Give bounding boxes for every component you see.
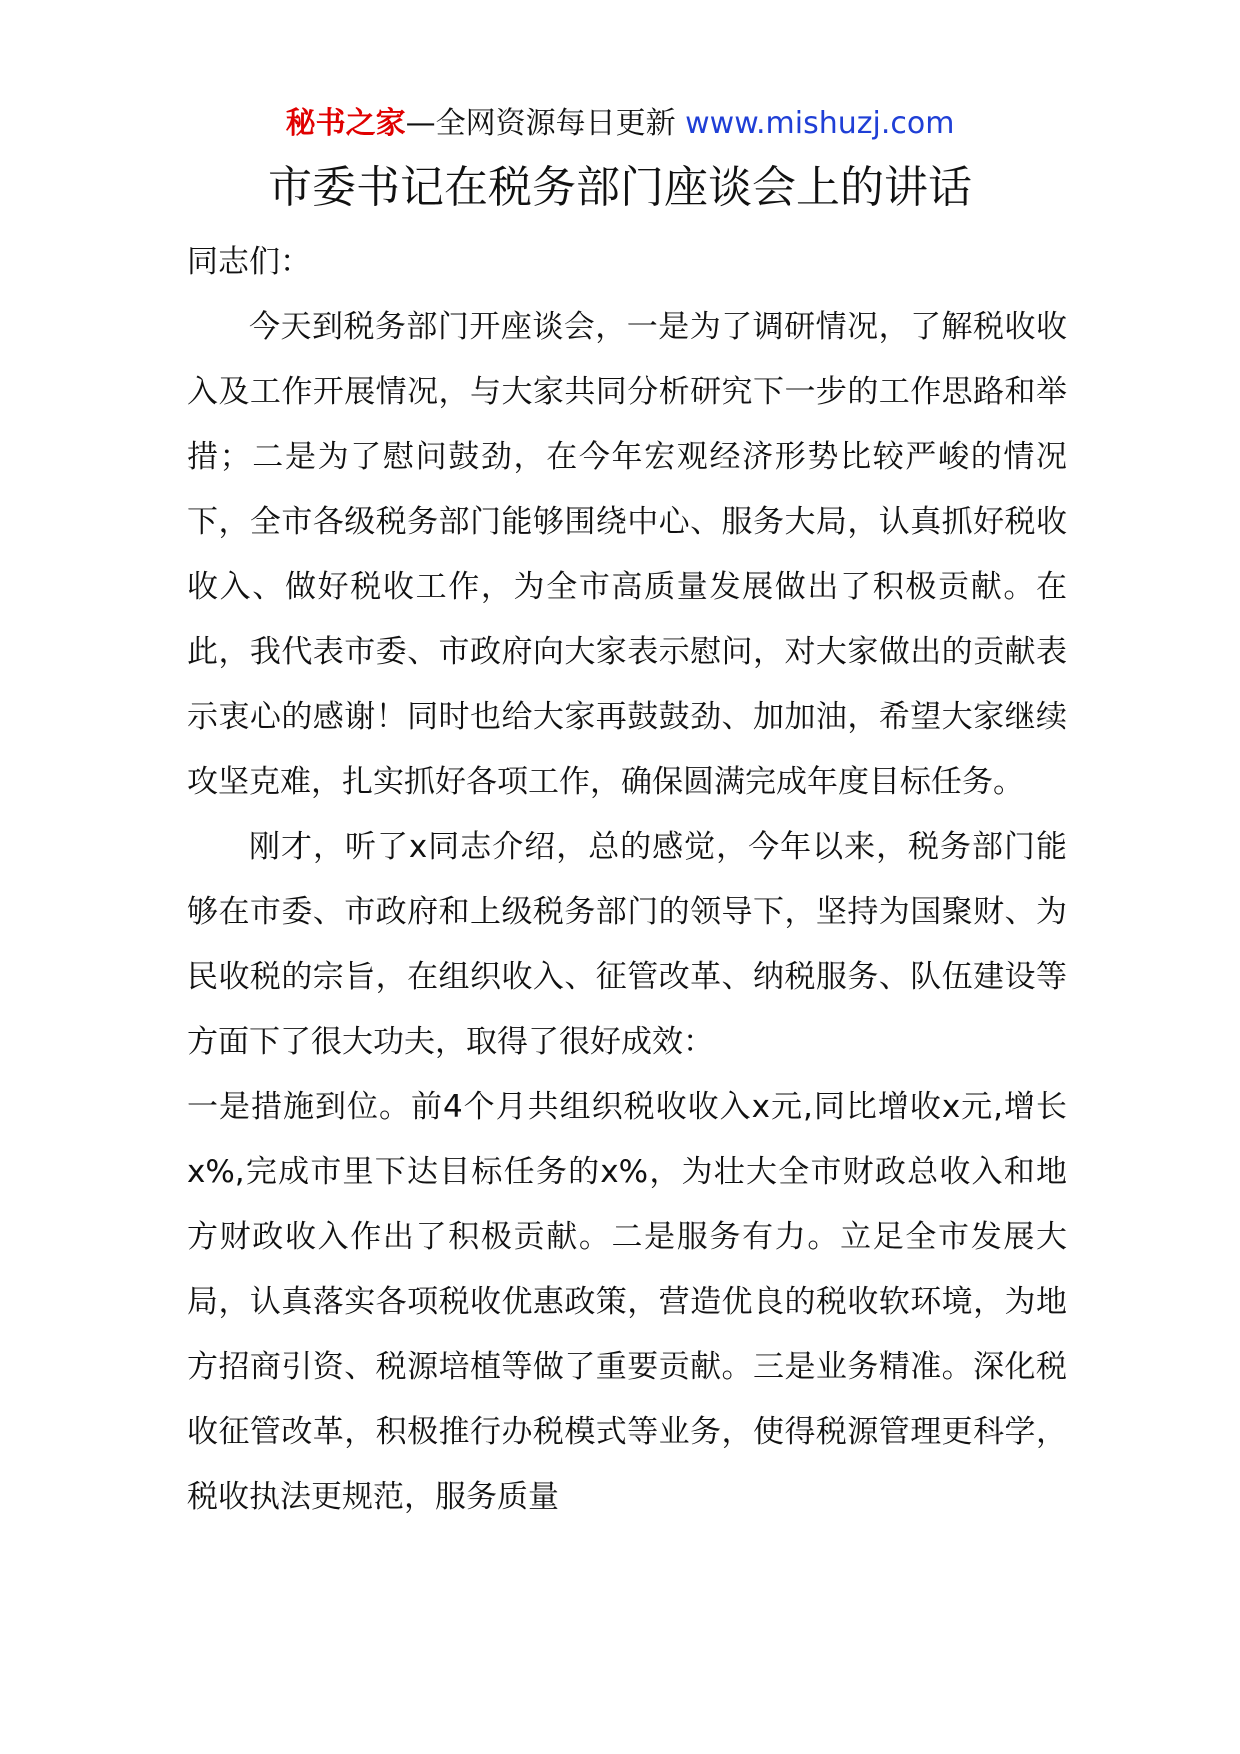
- site-header: [0, 104, 1240, 144]
- document-body: [187, 230, 1067, 1530]
- document-title: 市委书记在税务部门座谈会上的讲话: [268, 162, 972, 213]
- site-brand: 秘书之家: [285, 106, 406, 141]
- paragraph-summary: 刚才，听了x同志介绍，总的感觉，今年以来，税务部门能够在市委、市政府和上级税务部门的领导下，坚持为国聚财、为民收税的宗旨，在组织收入、征管改革、纳税服务、队伍建设等方面下了很大功夫，取得了很好成效：: [187, 829, 1067, 1060]
- paragraph-intro: 今天到税务部门开座谈会，一是为了调研情况，了解税收收入及工作开展情况，与大家共同分析研究下一步的工作思路和举措；二是为了慰问鼓劲，在今年宏观经济形势比较严峻的情况下，全市各级税务部门能够围绕中心、服务大局，认真抓好税收收入、做好税收工作，为全市高质量发展做出了积极贡献。在此，我代表市委、市政府向大家表示慰问，对大家做出的贡献表示衷心的感谢！同时也给大家再鼓鼓劲、加加油，希望大家继续攻坚克难，扎实抓好各项工作，确保圆满完成年度目标任务。: [187, 309, 1067, 800]
- salutation: 同志们：: [187, 244, 311, 280]
- site-tagline: —全网资源每日更新: [405, 106, 676, 141]
- paragraph-achievements: 一是措施到位。前4个月共组织税收收入x元,同比增收x元,增长x%,完成市里下达目标任务的x%，为壮大全市财政总收入和地方财政收入作出了积极贡献。二是服务有力。立足全市发展大局，认真落实各项税收优惠政策，营造优良的税收软环境，为地方招商引资、税源培植等做了重要贡献。三是业务精准。深化税收征管改革，积极推行办税模式等业务，使得税源管理更科学，税收执法更规范，服务质量: [187, 1089, 1067, 1515]
- site-url-link[interactable]: www.mishuzj.com: [685, 106, 955, 141]
